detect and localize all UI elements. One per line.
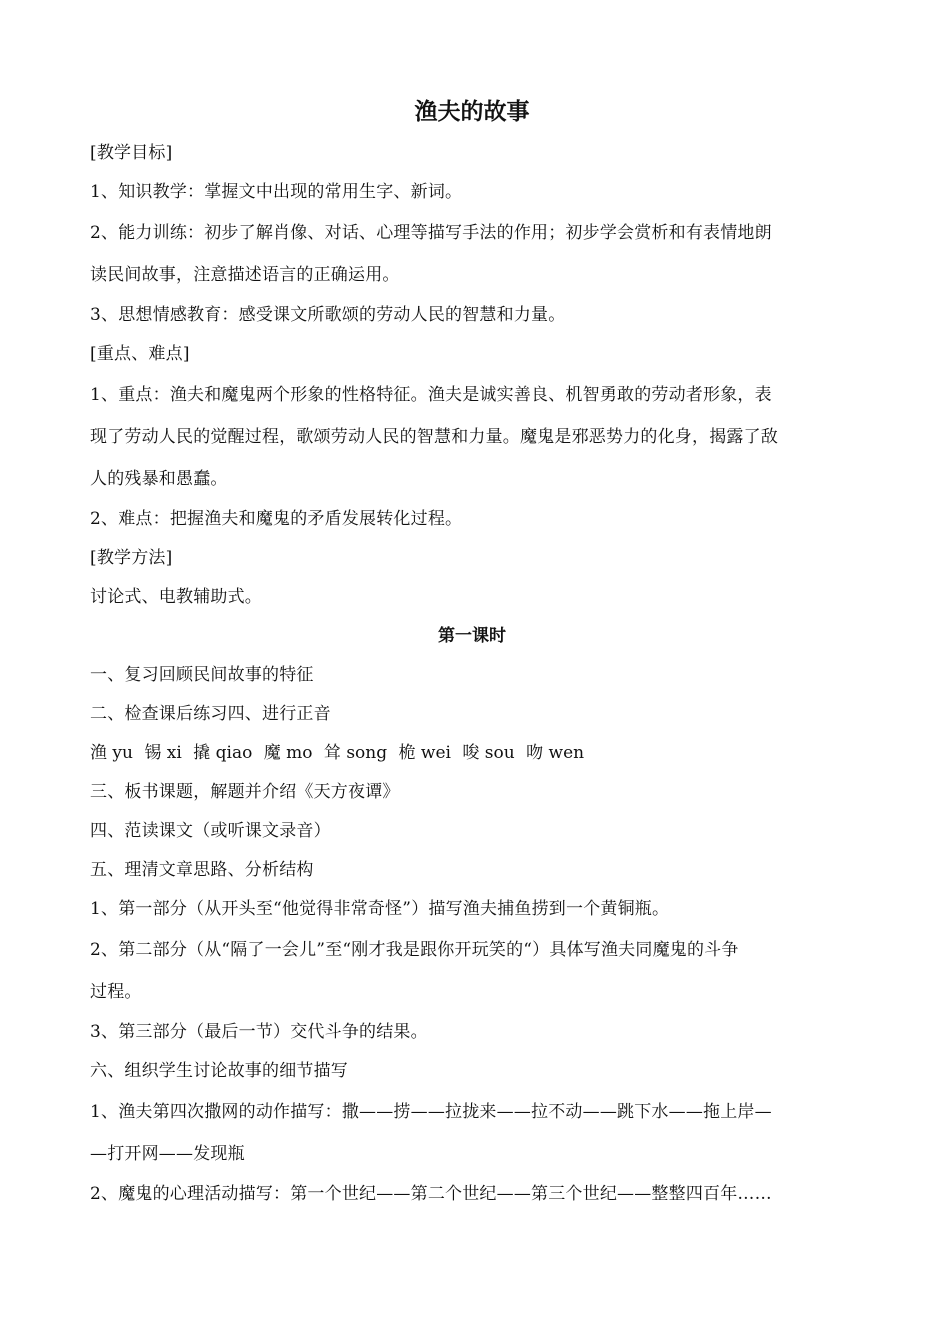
key-1-line-3: 人的残暴和愚蠢。 — [90, 469, 228, 489]
document-title: 渔夫的故事 — [414, 99, 530, 125]
structure-part-3: 3、第三部分（最后一节）交代斗争的结果。 — [90, 1022, 428, 1042]
method-heading: [教学方法] — [90, 548, 173, 568]
key-1-line-2: 现了劳动人民的觉醒过程，歌颂劳动人民的智慧和力量。魔鬼是邪恶势力的化身，揭露了敌 — [90, 427, 778, 447]
lesson-step-3: 三、板书课题，解题并介绍《天方夜谭》 — [90, 782, 400, 802]
goal-3: 3、思想情感教育：感受课文所歌颂的劳动人民的智慧和力量。 — [90, 305, 566, 325]
pinyin-item: 魔 mo — [263, 743, 313, 763]
pinyin-item: 唆 sou — [462, 743, 515, 763]
detail-1-line-2: —打开网——发现瓶 — [90, 1144, 245, 1164]
key-1-line-1: 1、重点：渔夫和魔鬼两个形象的性格特征。渔夫是诚实善良、机智勇敢的劳动者形象，表 — [90, 385, 772, 405]
goal-2-line-2: 读民间故事，注意描述语言的正确运用。 — [90, 265, 400, 285]
lesson-step-6: 六、组织学生讨论故事的细节描写 — [90, 1061, 348, 1081]
document-page — [90, 90, 860, 1214]
pinyin-item: 耸 song — [323, 743, 388, 763]
pinyin-list — [90, 734, 860, 773]
structure-part-1: 1、第一部分（从开头至“他觉得非常奇怪”）描写渔夫捕鱼捞到一个黄铜瓶。 — [90, 899, 670, 919]
lesson-step-5: 五、理清文章思路、分析结构 — [90, 860, 314, 880]
pinyin-item: 锡 xi — [144, 743, 182, 763]
lesson-title: 第一课时 — [438, 626, 506, 646]
method-text: 讨论式、电教辅助式。 — [90, 587, 262, 607]
lesson-step-1: 一、复习回顾民间故事的特征 — [90, 665, 314, 685]
goal-2-line-1: 2、能力训练：初步了解肖像、对话、心理等描写手法的作用；初步学会赏析和有表情地朗 — [90, 223, 772, 243]
pinyin-item: 吻 wen — [526, 743, 585, 763]
structure-part-2-line-1: 2、第二部分（从“隔了一会儿”至“刚才我是跟你开玩笑的“）具体写渔夫同魔鬼的斗争 — [90, 940, 739, 960]
key-heading: [重点、难点] — [90, 344, 190, 364]
structure-part-2-line-2: 过程。 — [90, 982, 142, 1002]
pinyin-item: 渔 yu — [90, 743, 133, 763]
lesson-step-2: 二、检查课后练习四、进行正音 — [90, 704, 331, 724]
lesson-step-4: 四、范读课文（或听课文录音） — [90, 821, 331, 841]
goal-1: 1、知识教学：掌握文中出现的常用生字、新词。 — [90, 182, 463, 202]
detail-1-line-1: 1、渔夫第四次撒网的动作描写：撒——捞——拉拢来——拉不动——跳下水——拖上岸— — [90, 1102, 772, 1122]
key-2: 2、难点：把握渔夫和魔鬼的矛盾发展转化过程。 — [90, 509, 463, 529]
pinyin-item: 桅 wei — [398, 743, 451, 763]
pinyin-item: 撬 qiao — [193, 743, 253, 763]
goals-heading: [教学目标] — [90, 143, 173, 163]
detail-2: 2、魔鬼的心理活动描写：第一个世纪——第二个世纪——第三个世纪——整整四百年…… — [90, 1184, 772, 1204]
